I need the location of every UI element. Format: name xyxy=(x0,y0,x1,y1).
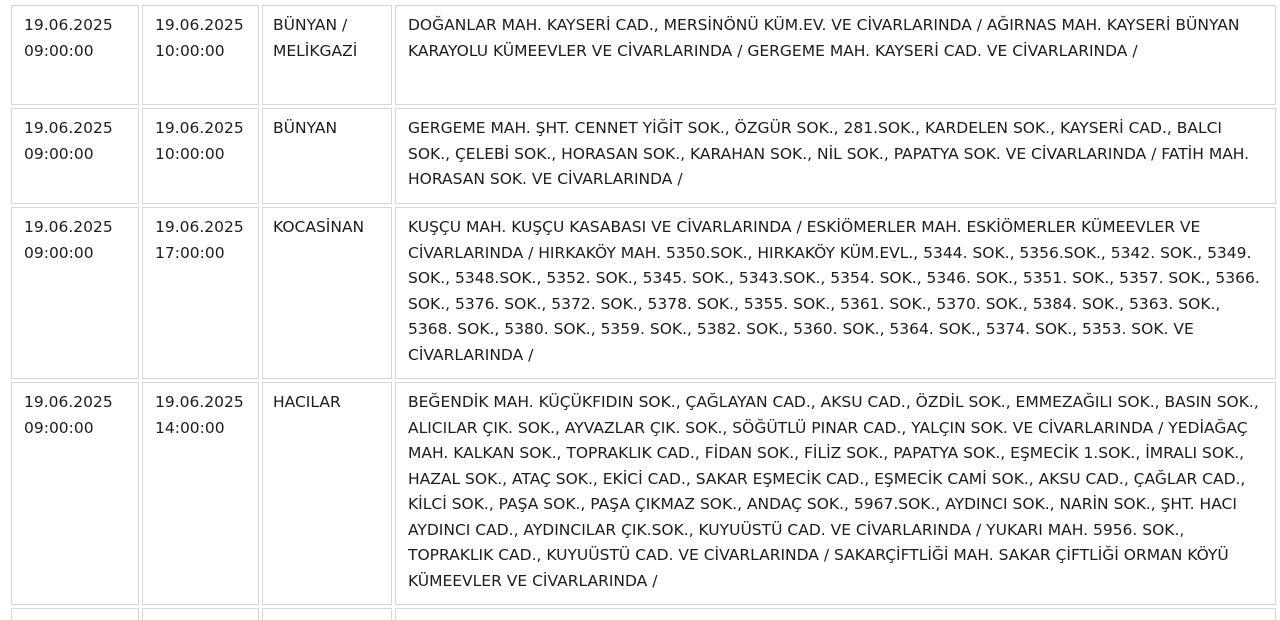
start-datetime-cell xyxy=(11,108,139,204)
region-cell xyxy=(262,207,392,379)
region-name: BÜNYAN xyxy=(273,119,338,137)
end-date: 19.06.2025 xyxy=(155,119,244,137)
end-datetime-cell xyxy=(142,5,259,105)
table-row xyxy=(11,207,1276,379)
affected-locations-cell: BEĞENDİK MAH. KÜÇÜKFIDIN SOK., ÇAĞLAYAN CAD., AKSU CAD., ÖZDİL SOK., EMMEZAĞILI SOK., BASIN SOK., ALICILAR ÇIK. SOK., AYVAZLAR ÇIK. SOK., SÖĞÜTLÜ PINAR CAD., YALÇIN SOK. VE CİVARLARINDA / YEDİAĞAÇ MAH. KALKAN SOK., TOPRAKLIK CAD., FİDAN SOK., FİLİZ SOK., PAPATYA SOK., EŞMECİK 1.SOK., İMRALI SOK., HAZAL SOK., ATAÇ SOK., EKİCİ CAD., SAKAR EŞMECİK CAD., EŞMECİK CAMİ SOK., AKSU CAD., ÇAĞLAR CAD., KİLCİ SOK., PAŞA SOK., PAŞA ÇIKMAZ SOK., ANDAÇ SOK., 5967.SOK., AYDINCI SOK., NARİN SOK., ŞHT. HACI AYDINCI CAD., AYDINCILAR ÇIK.SOK., KUYUÜSTÜ CAD. VE CİVARLARINDA / YUKARI MAH. 5956. SOK., TOPRAKLIK CAD., KUYUÜSTÜ CAD. VE CİVARLARINDA / SAKARÇİFTLİĞİ MAH. SAKAR ÇİFTLİĞİ ORMAN KÖYÜ KÜMEEVLER VE CİVARLARINDA / xyxy=(395,382,1276,605)
start-time: 09:00:00 xyxy=(24,243,94,262)
empty-cell xyxy=(11,608,139,620)
start-datetime-cell xyxy=(11,5,139,105)
table-row xyxy=(11,108,1276,204)
start-datetime-cell xyxy=(11,207,139,379)
start-date: 19.06.2025 xyxy=(24,119,113,137)
end-time: 17:00:00 xyxy=(155,243,225,262)
end-date: 19.06.2025 xyxy=(155,16,244,34)
table-row xyxy=(11,5,1276,105)
start-time: 09:00:00 xyxy=(24,144,94,163)
affected-locations-cell: DOĞANLAR MAH. KAYSERİ CAD., MERSİNÖNÜ KÜM.EV. VE CİVARLARINDA / AĞIRNAS MAH. KAYSERİ BÜNYAN KARAYOLU KÜMEEVLER VE CİVARLARINDA / GERGEME MAH. KAYSERİ CAD. VE CİVARLARINDA / xyxy=(395,5,1276,105)
region-cell xyxy=(262,108,392,204)
empty-cell xyxy=(142,608,259,620)
end-time: 10:00:00 xyxy=(155,41,225,60)
region-name: KOCASİNAN xyxy=(273,218,365,236)
end-date: 19.06.2025 xyxy=(155,218,244,236)
table-row xyxy=(11,382,1276,605)
start-date: 19.06.2025 xyxy=(24,16,113,34)
end-time: 10:00:00 xyxy=(155,144,225,163)
end-datetime-cell xyxy=(142,108,259,204)
start-date: 19.06.2025 xyxy=(24,218,113,236)
region-name: HACILAR xyxy=(273,393,341,411)
end-datetime-cell xyxy=(142,382,259,605)
region-name: BÜNYAN / xyxy=(273,16,348,34)
region-cell xyxy=(262,5,392,105)
table-row-partial xyxy=(11,608,1276,620)
empty-cell xyxy=(395,608,1276,620)
end-time: 14:00:00 xyxy=(155,418,225,437)
start-time: 09:00:00 xyxy=(24,418,94,437)
region-cell xyxy=(262,382,392,605)
region-name-secondary: MELİKGAZİ xyxy=(273,41,358,60)
start-time: 09:00:00 xyxy=(24,41,94,60)
empty-cell xyxy=(262,608,392,620)
end-date: 19.06.2025 xyxy=(155,393,244,411)
affected-locations-cell: GERGEME MAH. ŞHT. CENNET YİĞİT SOK., ÖZGÜR SOK., 281.SOK., KARDELEN SOK., KAYSERİ CAD., BALCI SOK., ÇELEBİ SOK., HORASAN SOK., KARAHAN SOK., NİL SOK., PAPATYA SOK. VE CİVARLARINDA / FATİH MAH. HORASAN SOK. VE CİVARLARINDA / xyxy=(395,108,1276,204)
start-date: 19.06.2025 xyxy=(24,393,113,411)
affected-locations-cell: KUŞÇU MAH. KUŞÇU KASABASI VE CİVARLARINDA / ESKİÖMERLER MAH. ESKİÖMERLER KÜMEEVLER VE CİVARLARINDA / HIRKAKÖY MAH. 5350.SOK., HIRKAKÖY KÜM.EVL., 5344. SOK., 5356.SOK., 5342. SOK., 5349. SOK., 5348.SOK., 5352. SOK., 5345. SOK., 5343.SOK., 5354. SOK., 5346. SOK., 5351. SOK., 5357. SOK., 5366. SOK., 5376. SOK., 5372. SOK., 5378. SOK., 5355. SOK., 5361. SOK., 5370. SOK., 5384. SOK., 5363. SOK., 5368. SOK., 5380. SOK., 5359. SOK., 5382. SOK., 5360. SOK., 5364. SOK., 5374. SOK., 5353. SOK. VE CİVARLARINDA / xyxy=(395,207,1276,379)
power-outage-table xyxy=(8,2,1279,620)
start-datetime-cell xyxy=(11,382,139,605)
end-datetime-cell xyxy=(142,207,259,379)
